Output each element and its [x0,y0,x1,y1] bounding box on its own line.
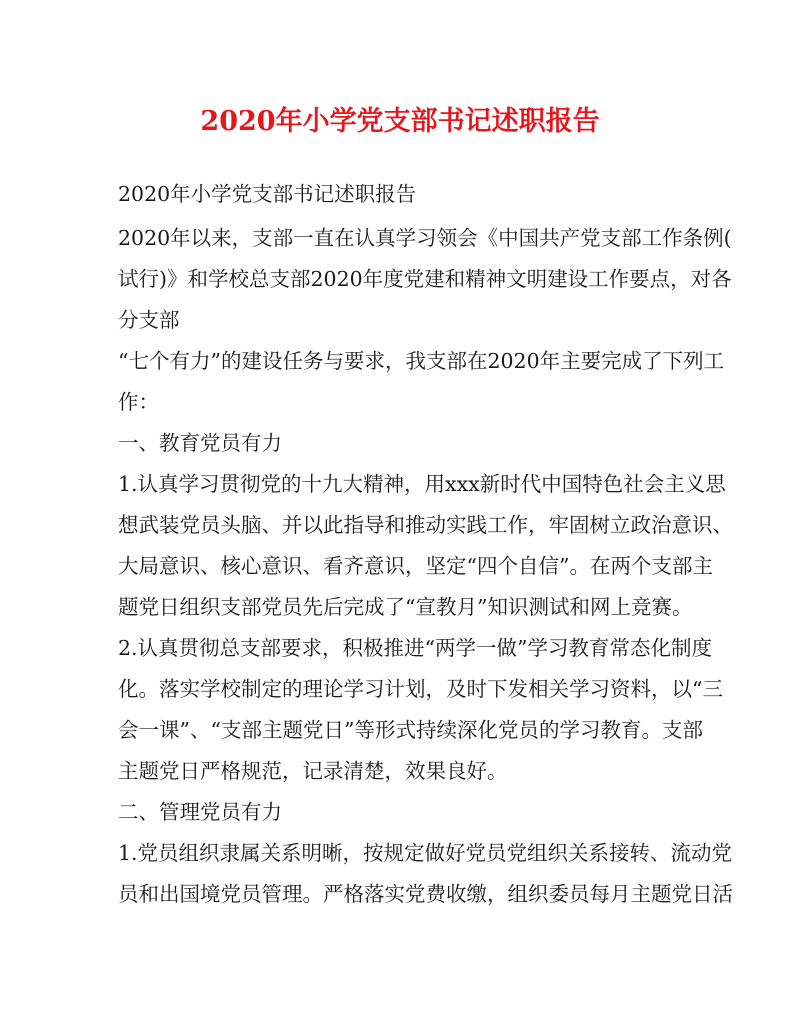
section-heading: 二、管理党员有力 [118,800,282,824]
text-line: 大局意识、核心意识、看齐意识，坚定“四个自信”。在两个支部主 [118,554,713,578]
section-heading: 一、教育党员有力 [118,431,282,455]
text-line: 主题党日严格规范，记录清楚，效果良好。 [118,759,508,783]
text-line: “七个有力”的建设任务与要求，我支部在2020年主要完成了下列工 [118,349,725,373]
text-line-subtitle: 2020年小学党支部书记述职报告 [118,182,417,206]
text-line: 1.认真学习贯彻党的十九大精神，用xxx新时代中国特色社会主义思 [118,472,726,496]
text-line: 题党日组织支部党员先后完成了“宣教月”知识测试和网上竞赛。 [118,595,693,619]
text-line: 会一课”、“支部主题党日”等形式持续深化党员的学习教育。支部 [118,718,703,742]
text-line: 1.党员组织隶属关系明晰，按规定做好党员党组织关系接转、流动党 [118,841,733,865]
text-line: 员和出国境党员管理。严格落实党费收缴，组织委员每月主题党日活 [118,882,733,906]
text-line: 2.认真贯彻总支部要求，积极推进“两学一做”学习教育常态化制度 [118,636,713,660]
document-title: 2020年小学党支部书记述职报告 [200,106,600,137]
text-line: 分支部 [118,308,180,332]
text-line: 试行)》和学校总支部2020年度党建和精神文明建设工作要点，对各 [118,267,732,291]
text-line: 作： [118,390,159,414]
text-line: 想武装党员头脑、并以此指导和推动实践工作，牢固树立政治意识、 [118,513,733,537]
text-line: 化。落实学校制定的理论学习计划，及时下发相关学习资料，以“三 [118,677,723,701]
text-line: 2020年以来，支部一直在认真学习领会《中国共产党支部工作条例( [118,226,732,250]
